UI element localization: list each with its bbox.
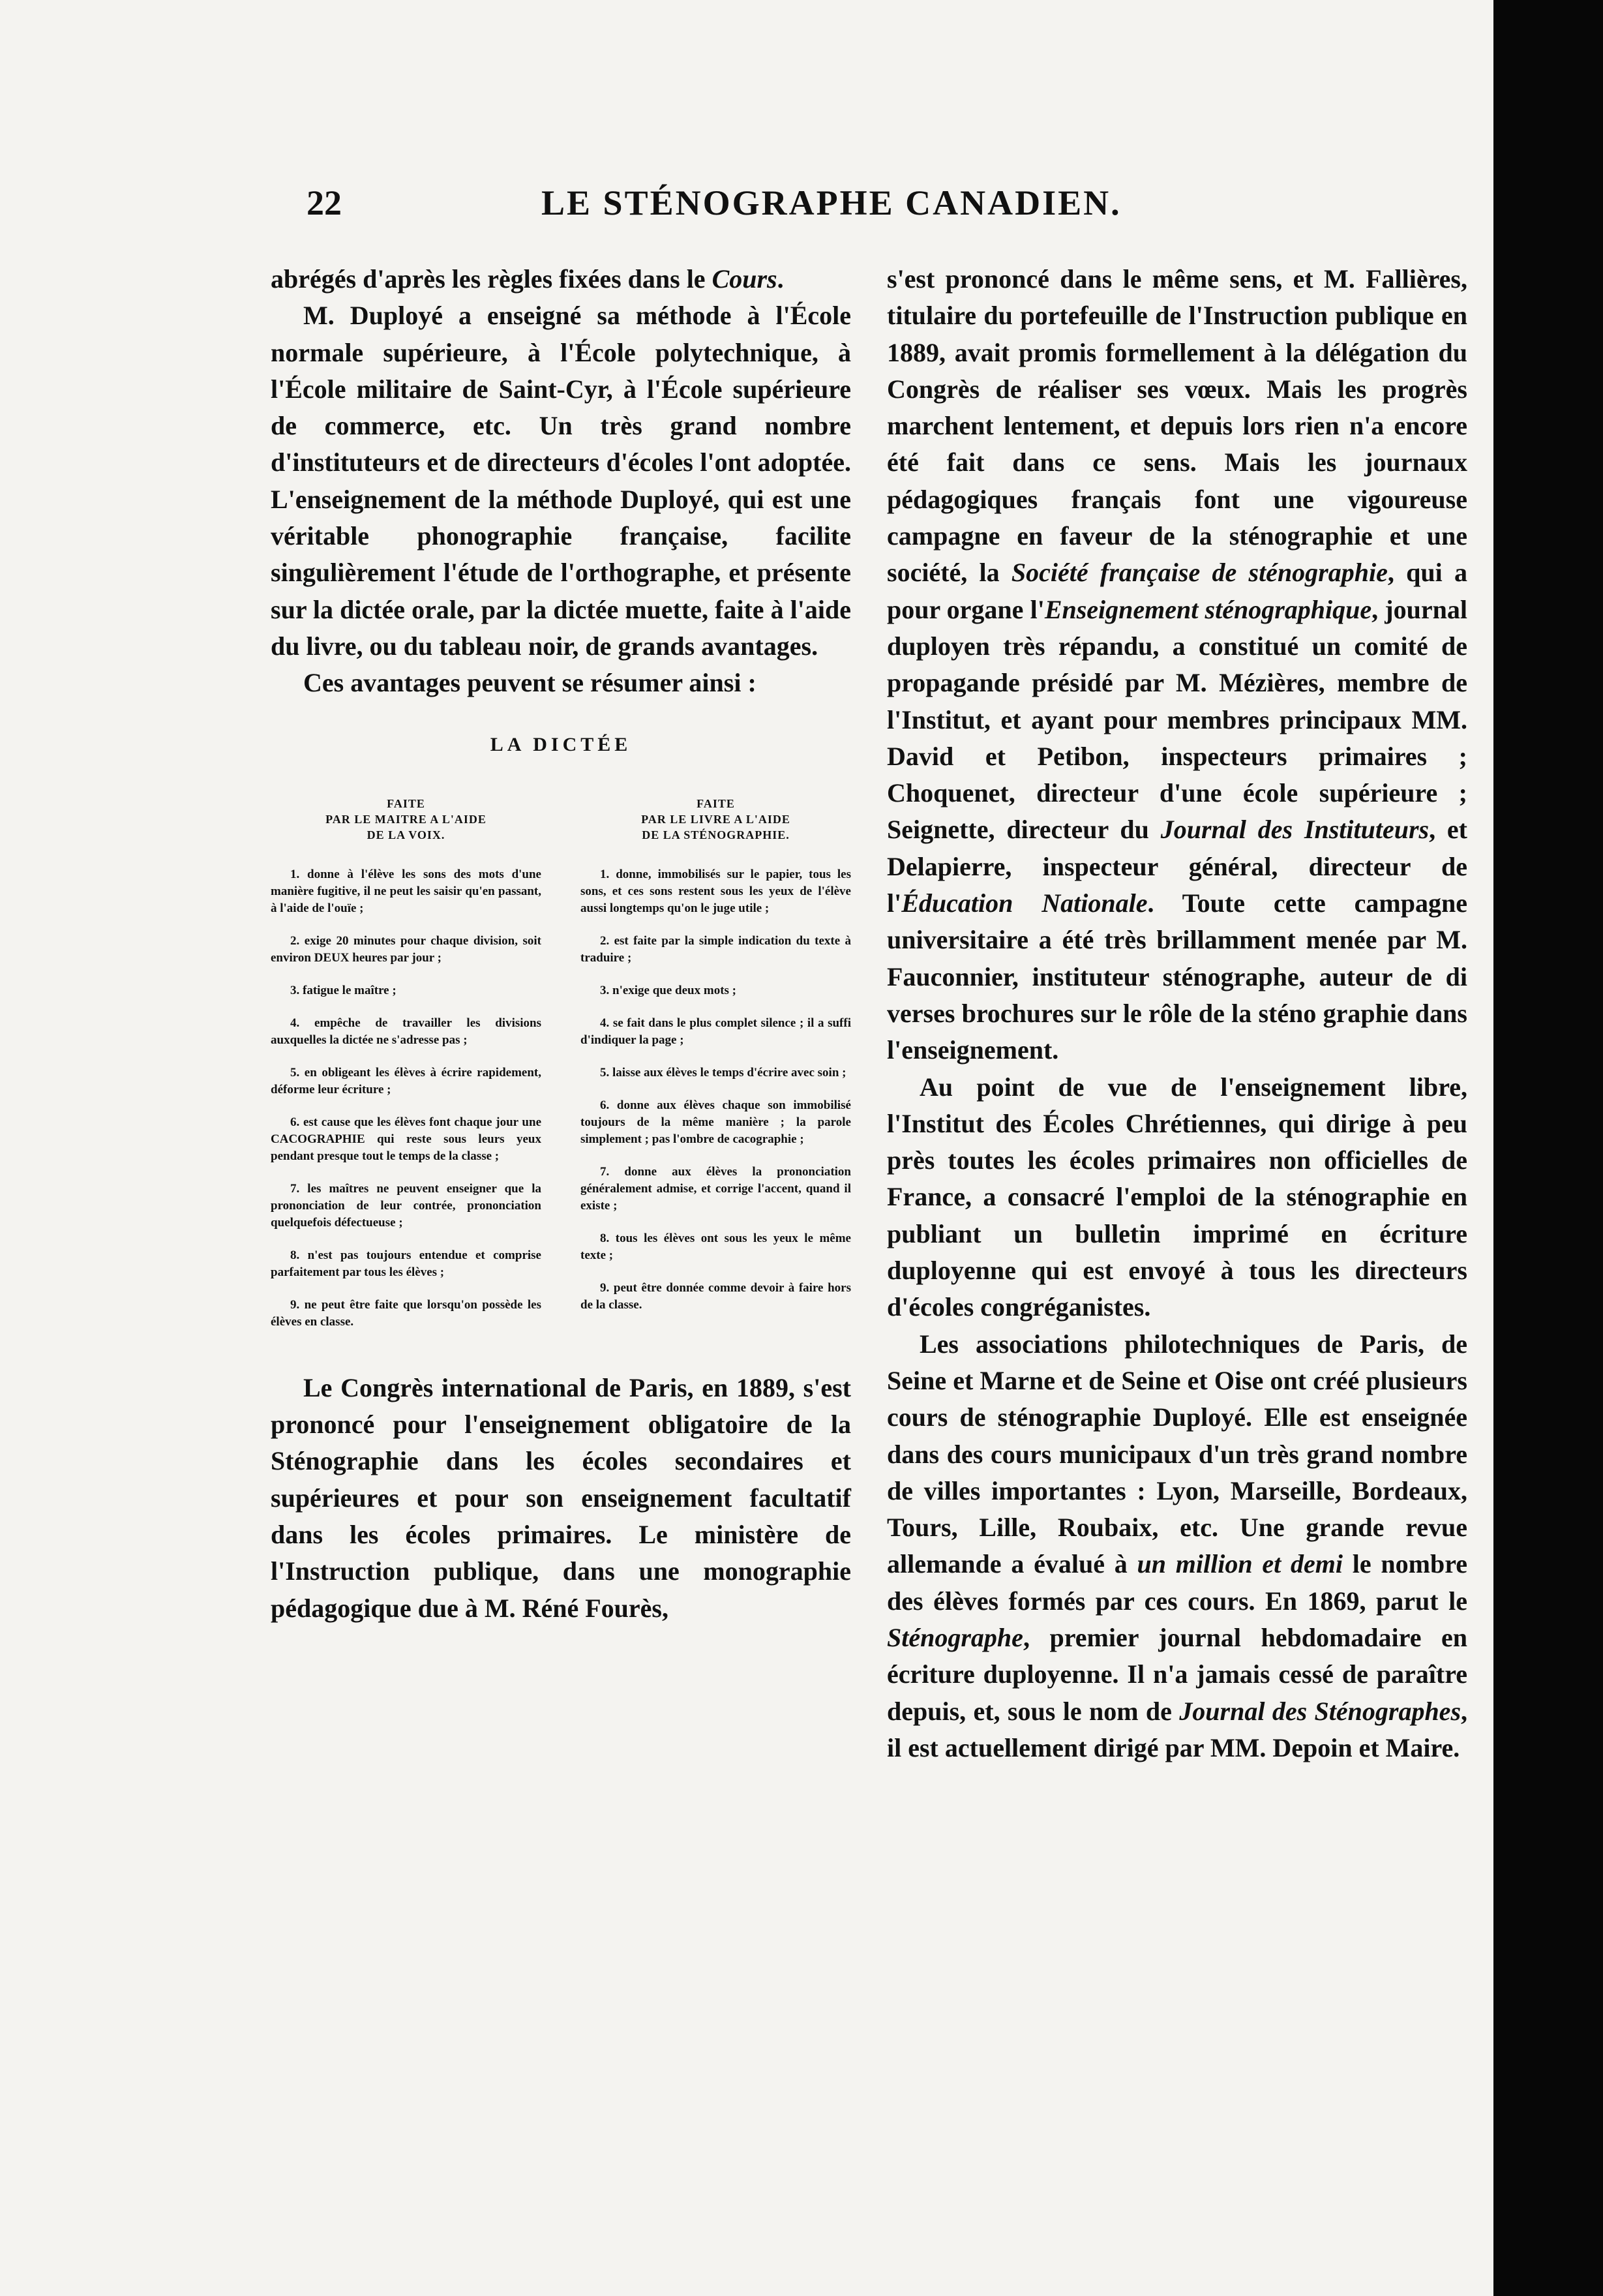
dictee-right-item: 8. tous les élèves ont sous les yeux le même texte ; xyxy=(580,1231,851,1262)
dictee-left-item: 6. est cause que les élèves font chaque jour une CACOGRAPHIE qui reste sous leurs yeux pendant presque tout le temps de la classe ; xyxy=(271,1115,541,1163)
dictee-right-item: 1. donne, immobilisés sur le papier, tous les sons, et ces sons restent sous les yeux de l'élève aussi longtemps qu'on le juge utile ; xyxy=(580,867,851,915)
left-paragraph-2: M. Duployé a enseigné sa méthode à l'École normale supérieure, à l'École polytechnique, à l'École militaire de Saint-Cyr, à l'École supérieure de commerce, etc. Un très grand nombre d'instituteurs et de directeurs d'écoles l'ont adoptée. L'enseignement de la méthode Duployé, qui est une véritable phonographie française, facilite singulièrement l'étude de l'orthographe, et présente sur la dictée orale, par la dictée muette, faite à l'aide du livre, ou du tableau noir, de grands avantages. xyxy=(271,301,851,661)
dictee-right-item: 7. donne aux élèves la prononciation généralement admise, et corrige l'accent, quand il existe ; xyxy=(580,1164,851,1213)
dictee-comparison-table xyxy=(271,796,851,1346)
left-paragraph-1: abrégés d'après les règles fixées dans le Cours. xyxy=(271,264,784,294)
right-paragraph-2: Au point de vue de l'enseignement libre, l'Institut des Écoles Chrétiennes, qui dirige à peu près toutes les écoles primaires non officielles de France, a consacré l'emploi de la sténographie en publiant un bulletin imprimé en écriture duployenne qui est envoyé à tous les directeurs d'écoles congréganistes. xyxy=(887,1072,1467,1322)
page-number: 22 xyxy=(307,183,342,222)
dictee-right-item: 9. peut être donnée comme devoir à faire hors de la classe. xyxy=(580,1280,851,1312)
dictee-right-item: 3. n'exige que deux mots ; xyxy=(600,983,736,997)
right-paragraph-1: s'est prononcé dans le même sens, et M. Fallières, titulaire du portefeuille de l'Instruction publique en 1889, avait promis formellement à la délégation du Congrès de réaliser ses vœux. Mais les progrès marchent lentement, et depuis lors rien n'a encore été fait dans ce sens. Mais les journaux pédagogiques français font une vigoureuse campagne en faveur de la sténographie et une société, la Société française de sténographie, qui a pour organe l'Enseignement sténographique, journal duployen très répandu, a constitué un comité de propagande présidé par M. Mézières, membre de l'Institut, et ayant pour membres principaux MM. David et Petibon, inspecteurs primaires ; Choquenet, directeur d'une école supérieure ; Seignette, directeur du Journal des Instituteurs, et Delapierre, inspecteur général, directeur de l'Éducation Nationale. Toute cette campagne universitaire a été très brillamment menée par M. Fauconnier, instituteur sténographe, auteur de di verses brochures sur le rôle de la sténo graphie dans l'enseignement. xyxy=(887,264,1468,1065)
running-title: LE STÉNOGRAPHE CANADIEN. xyxy=(541,183,1122,222)
right-column xyxy=(887,261,1467,1766)
dictee-left-column xyxy=(271,796,541,1346)
dictee-right-heading: FAITE PAR LE LIVRE A L'AIDE DE LA STÉNOGRAPHIE. xyxy=(641,796,790,841)
left-paragraph-3: Ces avantages peuvent se résumer ainsi : xyxy=(303,668,757,698)
dictee-right-item: 6. donne aux élèves chaque son immobilisé toujours de la même manière ; la parole simplement ; pas l'ombre de cacographie ; xyxy=(580,1098,851,1146)
dictee-right-item: 2. est faite par la simple indication du texte à traduire ; xyxy=(580,933,851,965)
dictee-right-column xyxy=(580,796,851,1346)
dictee-right-item: 5. laisse aux élèves le temps d'écrire avec soin ; xyxy=(600,1065,846,1080)
dictee-left-item: 2. exige 20 minutes pour chaque division, soit environ DEUX heures par jour ; xyxy=(271,933,541,965)
left-paragraph-4: Le Congrès international de Paris, en 1889, s'est prononcé pour l'enseignement obligatoire de la Sténographie dans les écoles secondaires et supérieures et pour son enseignement facultatif dans les écoles primaires. Le ministère de l'Instruction publique, dans une monographie pédagogique due à M. Réné Fourès, xyxy=(271,1372,851,1623)
dictee-left-item: 5. en obligeant les élèves à écrire rapidement, déforme leur écriture ; xyxy=(271,1065,541,1096)
scan-border xyxy=(1493,0,1603,2296)
dictee-left-item: 7. les maîtres ne peuvent enseigner que la prononciation de leur contrée, prononciation quelquefois défectueuse ; xyxy=(271,1181,541,1230)
dictee-right-item: 4. se fait dans le plus complet silence ; il a suffi d'indiquer la page ; xyxy=(580,1016,851,1047)
dictee-left-item: 8. n'est pas toujours entendue et comprise parfaitement par tous les élèves ; xyxy=(271,1248,541,1279)
dictee-left-item: 4. empêche de travailler les divisions auxquelles la dictée ne s'adresse pas ; xyxy=(271,1016,541,1047)
dictee-left-item: 1. donne à l'élève les sons des mots d'une manière fugitive, il ne peut les saisir qu'en passant, à l'aide de l'ouïe ; xyxy=(271,867,541,915)
dictee-left-item: 9. ne peut être faite que lorsqu'on possède les élèves en classe. xyxy=(271,1297,541,1329)
left-column xyxy=(271,261,851,1627)
right-paragraph-3: Les associations philotechniques de Paris, de Seine et Marne et de Seine et Oise ont créé plusieurs cours de sténographie Duployé. Elle est enseignée dans des cours municipaux d'un très grand nombre de villes importantes : Lyon, Marseille, Bordeaux, Tours, Lille, Roubaix, etc. Une grande revue allemande a évalué à un million et demi le nombre des élèves formés par ces cours. En 1869, parut le Sténographe, premier journal hebdomadaire en écriture duployenne. Il n'a jamais cessé de paraître depuis, et, sous le nom de Journal des Sténographes, il est actuellement dirigé par MM. Depoin et Maire. xyxy=(887,1329,1468,1762)
page-header xyxy=(287,183,1356,235)
dictee-left-item: 3. fatigue le maître ; xyxy=(290,983,397,997)
dictee-title: LA DICTÉE xyxy=(490,733,632,755)
dictee-left-heading: FAITE PAR LE MAITRE A L'AIDE DE LA VOIX. xyxy=(325,796,487,841)
